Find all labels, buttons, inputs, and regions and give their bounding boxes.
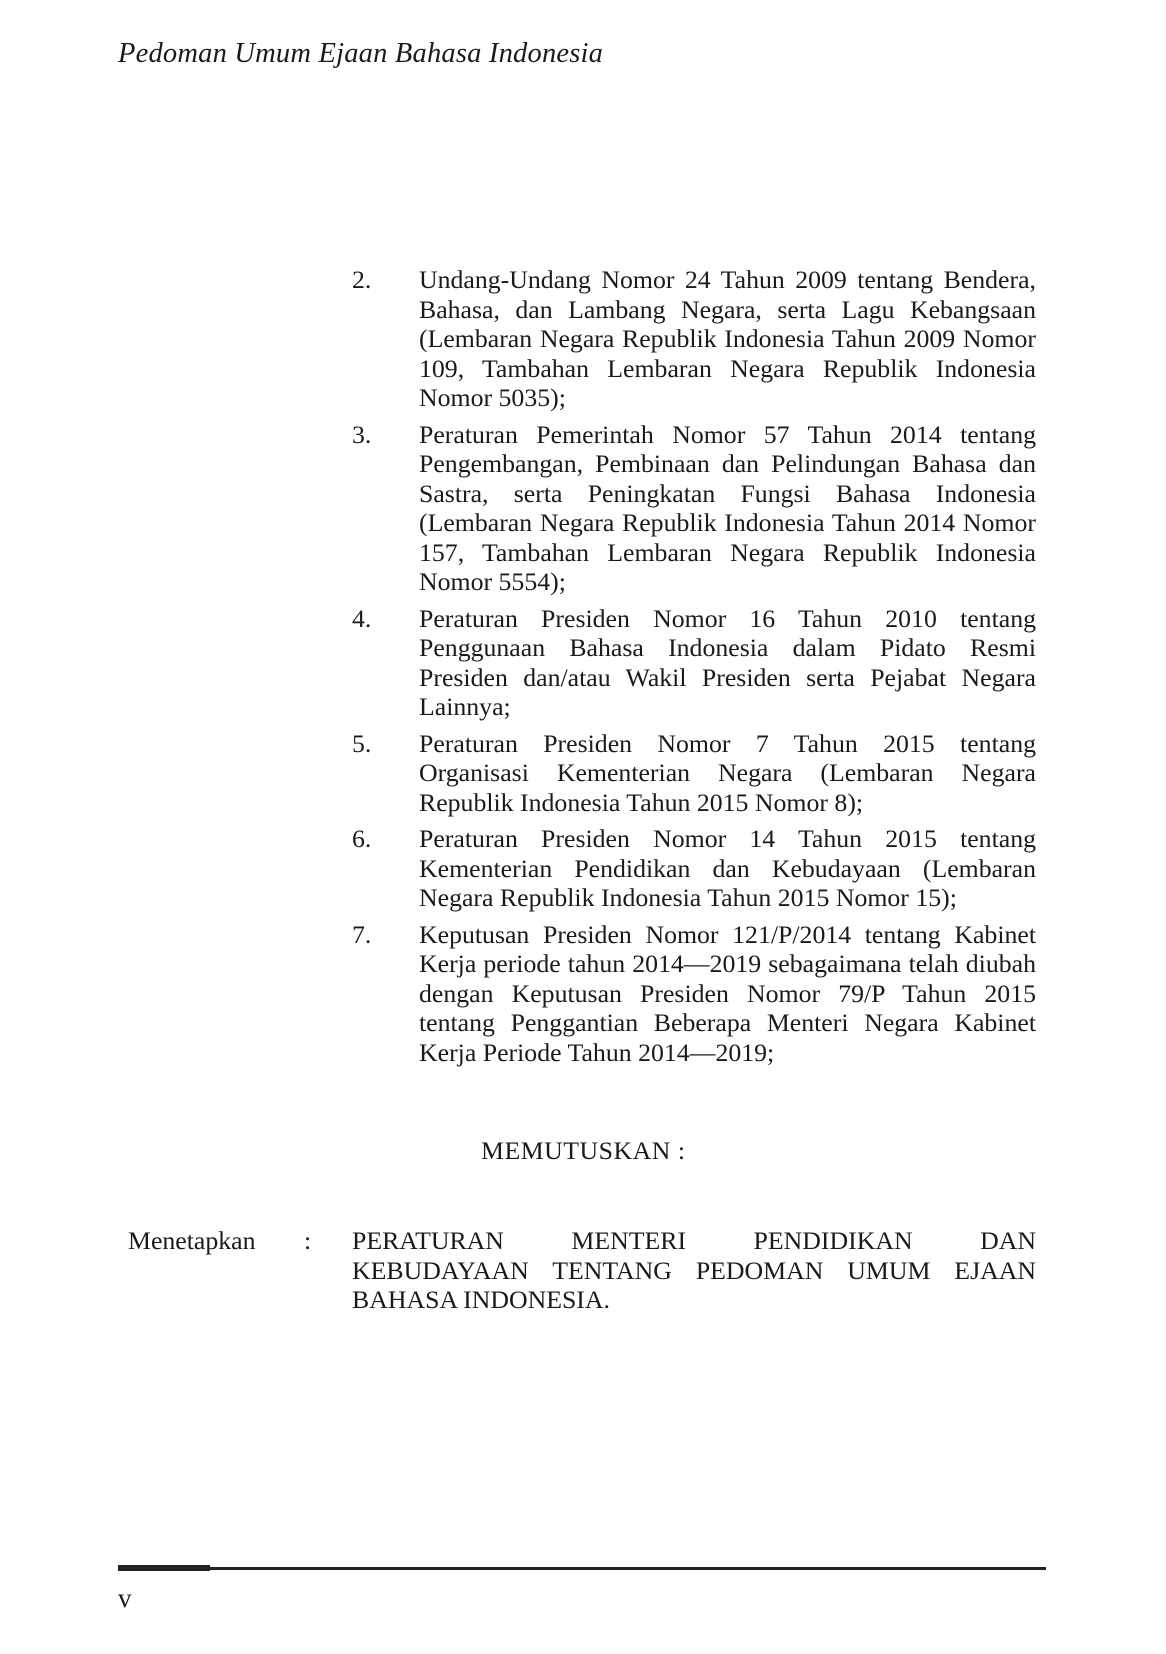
item-number: 3. bbox=[352, 419, 372, 449]
list-item bbox=[352, 604, 1036, 722]
item-number: 4. bbox=[352, 603, 372, 633]
enactment-label: Menetapkan bbox=[128, 1226, 256, 1255]
item-text: Keputusan Presiden Nomor 121/P/2014 tentang Kabinet Kerja periode tahun 2014—2019 sebagaimana telah diubah dengan Keputusan Presiden Nomor 79/P Tahun 2015 tentang Penggantian Beberapa Menteri Negara Kabinet Kerja Periode Tahun 2014—2019; bbox=[419, 919, 1036, 1067]
considerations-list bbox=[352, 265, 1036, 1074]
item-number: 2. bbox=[352, 265, 372, 294]
page-number: v bbox=[118, 1583, 132, 1613]
running-header-title: Pedoman Umum Ejaan Bahasa Indonesia bbox=[118, 38, 604, 69]
footer-rule bbox=[118, 1567, 1046, 1570]
decision-heading: MEMUTUSKAN : bbox=[481, 1136, 686, 1165]
item-text: Peraturan Presiden Nomor 16 Tahun 2010 tentang Penggunaan Bahasa Indonesia dalam Pidato Resmi Presiden dan/atau Wakil Presiden serta Pejabat Negara Lainnya; bbox=[419, 603, 1036, 721]
item-text: Undang-Undang Nomor 24 Tahun 2009 tentang Bendera, Bahasa, dan Lambang Negara, serta Lagu Kebangsaan (Lembaran Negara Republik Indonesia Tahun 2009 Nomor 109, Tambahan Lembaran Negara Republik Indonesia Nomor 5035); bbox=[419, 265, 1036, 412]
list-item bbox=[352, 420, 1036, 597]
item-number: 6. bbox=[352, 824, 372, 853]
list-item bbox=[352, 824, 1036, 913]
item-number: 5. bbox=[352, 728, 372, 758]
list-item bbox=[352, 920, 1036, 1068]
item-text: Peraturan Presiden Nomor 14 Tahun 2015 tentang Kementerian Pendidikan dan Kebudayaan (Lembaran Negara Republik Indonesia Tahun 2015 Nomor 15); bbox=[419, 824, 1036, 912]
item-text: Peraturan Pemerintah Nomor 57 Tahun 2014 tentang Pengembangan, Pembinaan dan Pelindungan Bahasa dan Sastra, serta Peningkatan Fungsi Bahasa Indonesia (Lembaran Negara Republik Indonesia Tahun 2014 Nomor 157, Tambahan Lembaran Negara Republik Indonesia Nomor 5554); bbox=[419, 419, 1036, 596]
item-number: 7. bbox=[352, 919, 372, 949]
list-item bbox=[352, 265, 1036, 413]
enactment-text: PERATURAN MENTERI PENDIDIKAN DAN KEBUDAYAAN TENTANG PEDOMAN UMUM EJAAN BAHASA INDONESIA. bbox=[352, 1226, 1036, 1314]
list-item bbox=[352, 729, 1036, 818]
item-text: Peraturan Presiden Nomor 7 Tahun 2015 tentang Organisasi Kementerian Negara (Lembaran Negara Republik Indonesia Tahun 2015 Nomor 8); bbox=[419, 728, 1036, 817]
enactment-separator: : bbox=[304, 1226, 312, 1255]
